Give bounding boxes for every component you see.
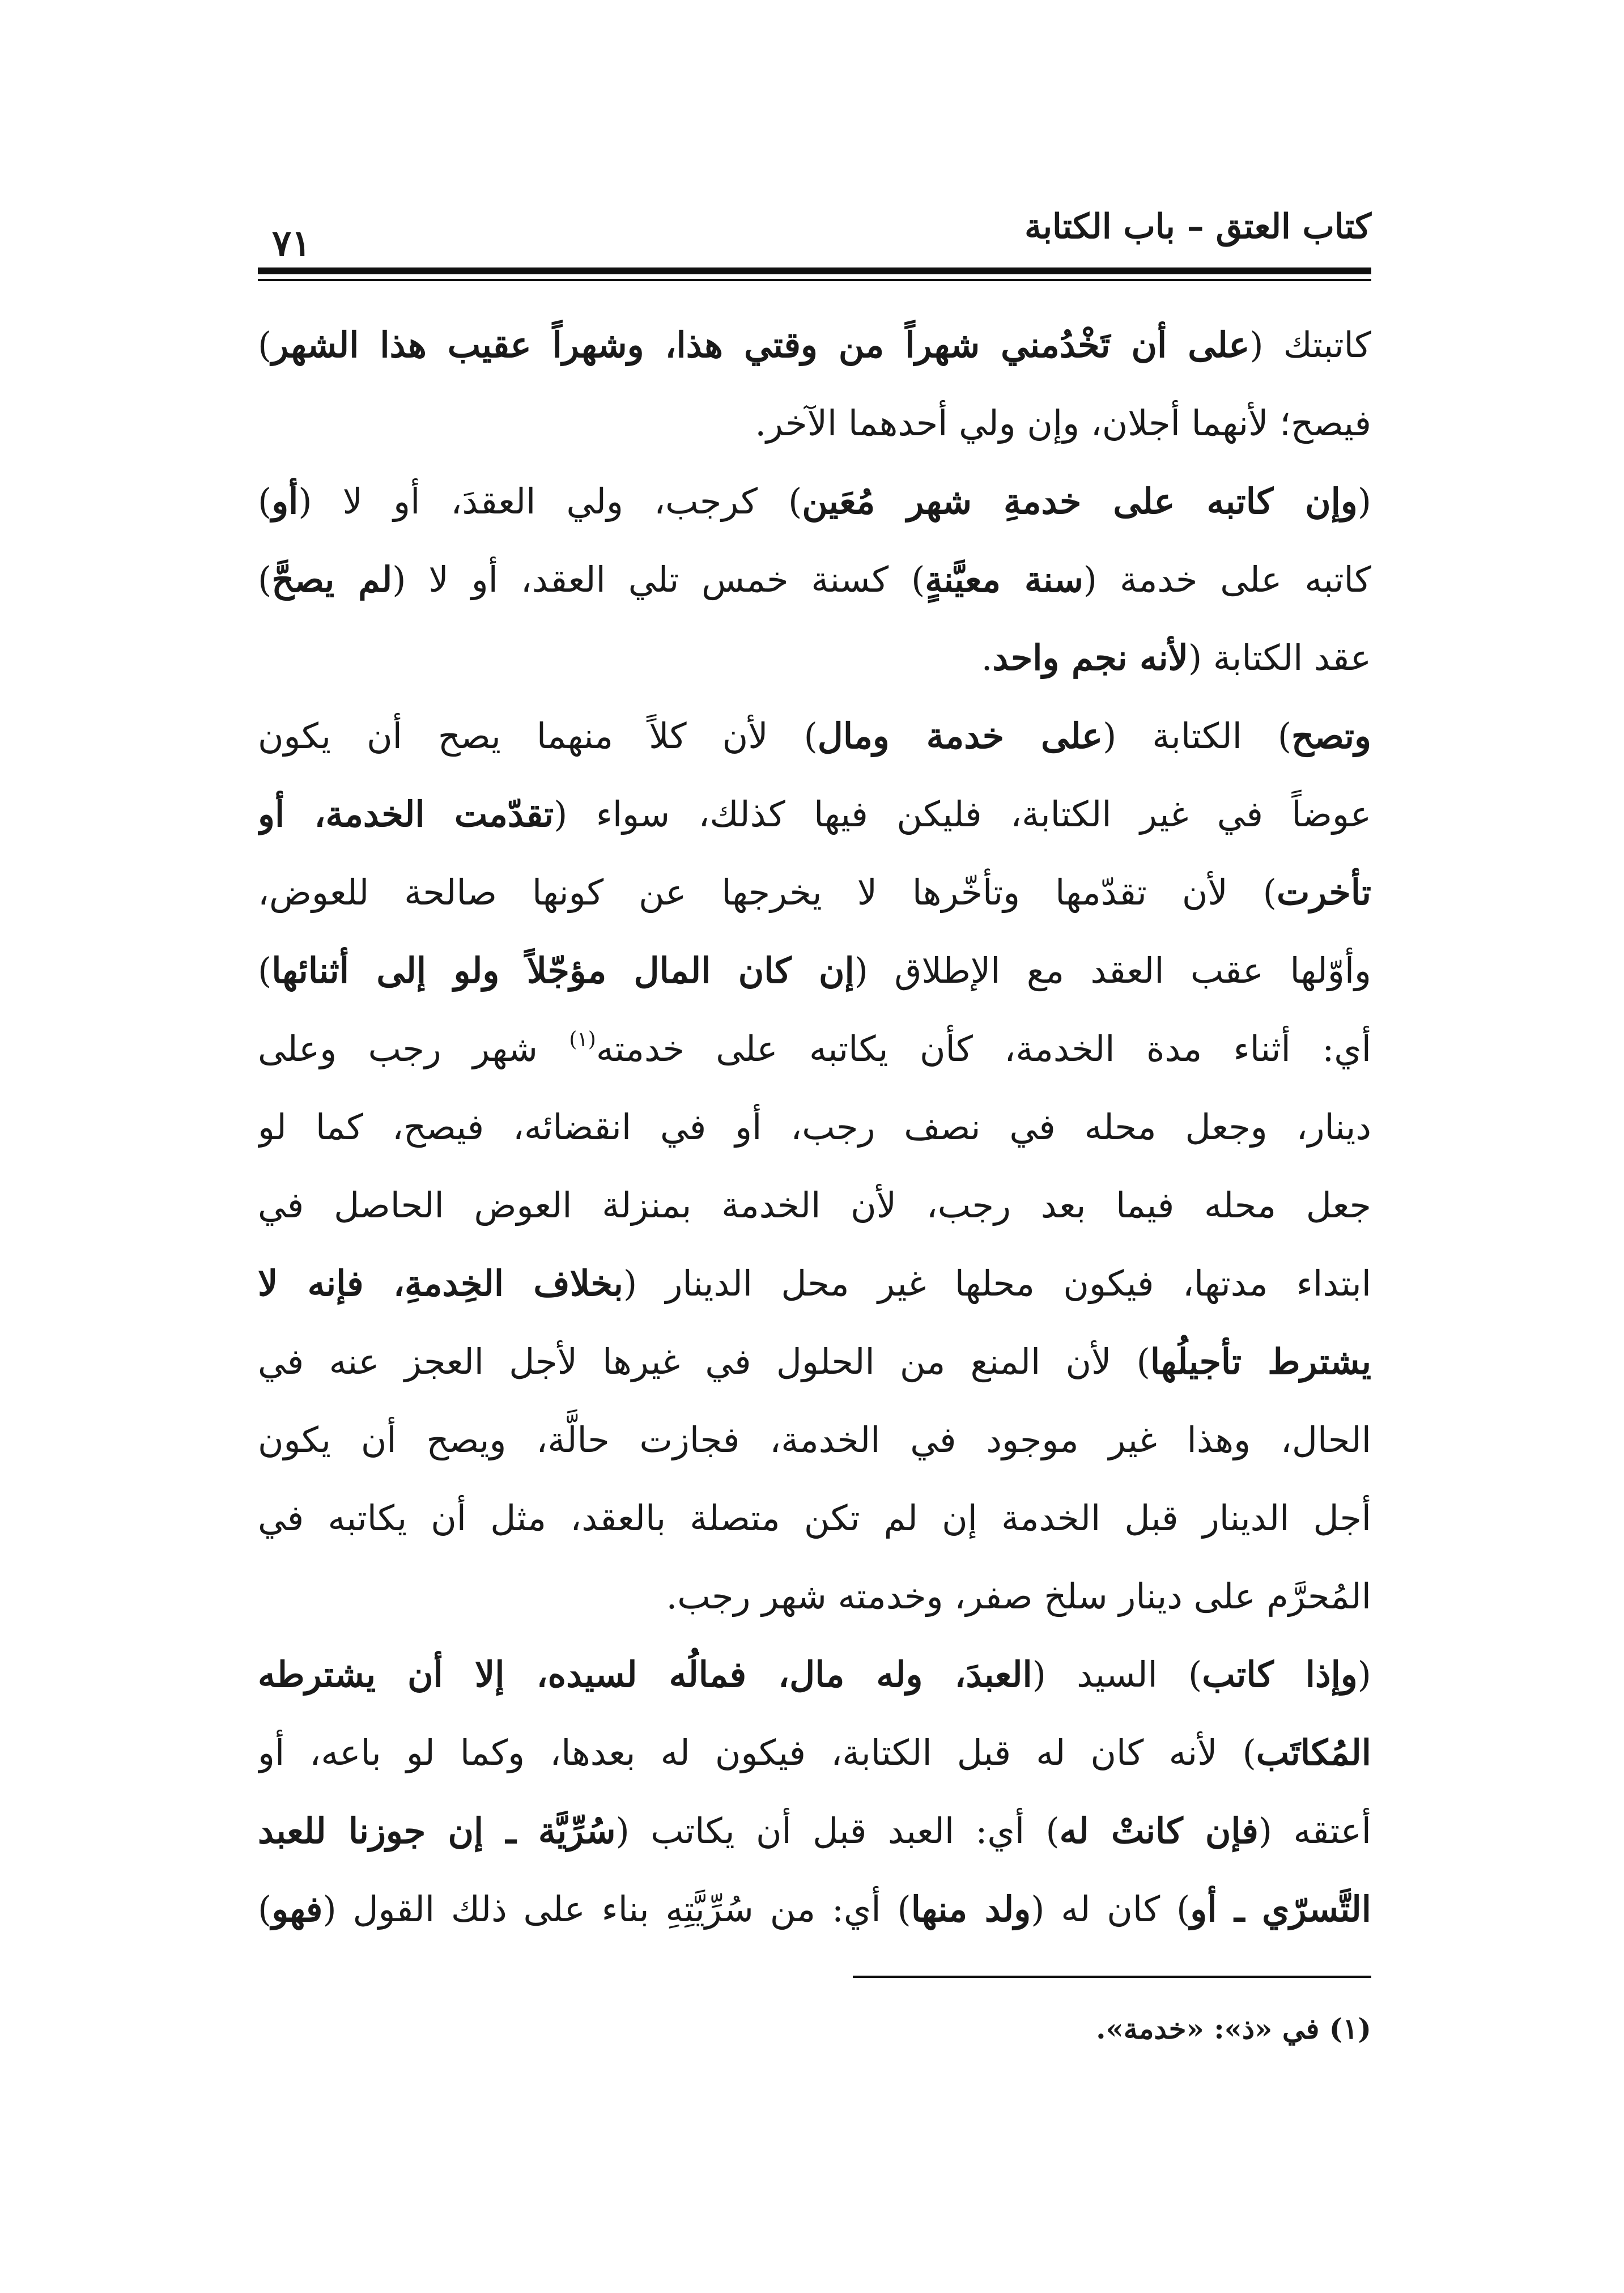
text-segment: ) كسنة خمس تلي العقد، أو لا ( — [392, 559, 925, 600]
text-line — [258, 1166, 1371, 1245]
text-segment: ) — [258, 1888, 272, 1930]
bold-text-segment: على خدمة ومال — [817, 715, 1103, 757]
page-header — [258, 204, 1371, 289]
text-line — [258, 1323, 1371, 1401]
bold-text-segment: فهو — [271, 1888, 323, 1930]
text-segment: ( — [1357, 481, 1371, 522]
footnote-marker: (١) — [569, 1028, 596, 1051]
bold-text-segment: العبدَ، وله مال، فمالُه لسيده، إلا أن يشترطه — [258, 1654, 1032, 1695]
bold-text-segment: التَّسرّي ـ أو — [1190, 1888, 1371, 1930]
footnote-separator — [853, 1976, 1371, 1978]
text-segment: ابتداء مدتها، فيكون محلها غير محل الدينار ( — [623, 1263, 1371, 1304]
bold-text-segment: لم يصحَّ — [271, 559, 393, 600]
text-line — [258, 1088, 1371, 1166]
text-segment: كاتبتك ( — [1249, 324, 1371, 366]
text-line — [258, 541, 1371, 619]
text-segment: ) كان له ( — [1031, 1888, 1191, 1930]
bold-text-segment: لأنه نجم واحد — [992, 637, 1189, 678]
text-line — [258, 1714, 1371, 1792]
header-rule-thick — [258, 267, 1371, 274]
text-segment: عقد الكتابة ( — [1188, 637, 1371, 678]
text-line — [258, 775, 1371, 853]
text-segment: ) لأن المنع من الحلول في غيرها لأجل العجز عنه في — [258, 1341, 1150, 1382]
bold-text-segment: ولد منها — [911, 1888, 1031, 1930]
text-segment: ) — [258, 950, 272, 991]
text-segment: دينار، وجعل محله في نصف رجب، أو في انقضائه، فيصح، كما لو — [258, 1106, 1371, 1148]
bold-text-segment: سُرِّيَّة ـ إن جوزنا للعبد — [258, 1810, 616, 1852]
text-line — [258, 853, 1371, 932]
text-line — [258, 1479, 1371, 1557]
bold-text-segment: بخلاف الخِدمةِ، فإنه لا — [258, 1263, 623, 1304]
body-text — [258, 306, 1371, 1948]
bold-text-segment: وإن كاتبه على خدمةِ شهر مُعَين — [802, 481, 1358, 522]
bold-text-segment: تأخرت — [1276, 872, 1371, 913]
text-segment: أي: أثناء مدة الخدمة، كأن يكاتبه على خدمته — [596, 1028, 1371, 1069]
text-segment: ) الكتابة ( — [1103, 715, 1292, 757]
text-segment: فيصح؛ لأنهما أجلان، وإن ولي أحدهما الآخر. — [755, 402, 1371, 444]
bold-text-segment: فإن كانتْ له — [1059, 1810, 1259, 1852]
header-rule-thin — [258, 279, 1371, 281]
text-segment: أجل الدينار قبل الخدمة إن لم تكن متصلة بالعقد، مثل أن يكاتبه في — [258, 1497, 1371, 1539]
text-segment: ) أي: من سُرِّيَّتِهِ بناء على ذلك القول ( — [322, 1888, 911, 1930]
text-line — [258, 1401, 1371, 1479]
text-segment: المُحرَّم على دينار سلخ صفر، وخدمته شهر رجب. — [666, 1576, 1371, 1617]
text-line — [258, 619, 1371, 697]
text-segment: ) لأن كلاً منهما يصح أن يكون — [258, 715, 818, 757]
bold-text-segment: أو — [271, 481, 299, 522]
text-line — [258, 1792, 1371, 1870]
text-segment: ) — [258, 559, 272, 600]
bold-text-segment: إن كان المال مؤجّلاً ولو إلى أثنائها — [271, 950, 854, 991]
text-segment: ) كرجب، ولي العقدَ، أو لا ( — [298, 481, 802, 522]
text-segment: أعتقه ( — [1258, 1810, 1371, 1852]
text-line — [258, 1010, 1371, 1088]
bold-text-segment: وتصح — [1291, 715, 1371, 757]
text-segment: ) لأنه كان له قبل الكتابة، فيكون له بعدها، وكما لو باعه، أو — [258, 1732, 1256, 1773]
text-line — [258, 1245, 1371, 1323]
text-line — [258, 1636, 1371, 1714]
page-number: ٧١ — [272, 222, 311, 265]
bold-text-segment: وإذا كاتب — [1202, 1654, 1358, 1695]
bold-text-segment: على أن تَخْدُمني شهراً من وقتي هذا، وشهراً عقيب هذا الشهر — [271, 324, 1250, 366]
running-title: كتاب العتق – باب الكتابة — [1024, 207, 1371, 247]
text-segment: ( — [1357, 1654, 1371, 1695]
text-segment: . — [981, 637, 993, 678]
bold-text-segment: سنة معيَّنةٍ — [925, 559, 1083, 600]
text-segment: شهر رجب وعلى — [258, 1028, 569, 1069]
text-line — [258, 932, 1371, 1010]
text-segment: ) أي: العبد قبل أن يكاتب ( — [615, 1810, 1060, 1852]
bold-text-segment: يشترط تأجيلُها — [1150, 1341, 1371, 1382]
text-segment: ) — [258, 481, 272, 522]
footnote: (١) في «ذ»: «خدمة». — [1096, 2012, 1371, 2045]
text-line — [258, 384, 1371, 462]
text-segment: وأوّلها عقب العقد مع الإطلاق ( — [854, 950, 1371, 991]
text-line — [258, 462, 1371, 541]
text-line — [258, 697, 1371, 775]
text-segment: كاتبه على خدمة ( — [1083, 559, 1371, 600]
text-segment: ) لأن تقدّمها وتأخّرها لا يخرجها عن كونها صالحة للعوض، — [258, 872, 1277, 913]
text-segment: ) — [258, 324, 272, 366]
text-line — [258, 306, 1371, 384]
text-segment: عوضاً في غير الكتابة، فليكن فيها كذلك، سواء ( — [554, 793, 1371, 835]
text-segment: جعل محله فيما بعد رجب، لأن الخدمة بمنزلة العوض الحاصل في — [258, 1184, 1371, 1226]
bold-text-segment: المُكاتَب — [1256, 1732, 1371, 1773]
text-line — [258, 1870, 1371, 1948]
bold-text-segment: تقدّمت الخدمة، أو — [258, 793, 554, 835]
text-segment: ) السيد ( — [1032, 1654, 1202, 1695]
text-line — [258, 1557, 1371, 1636]
text-segment: الحال، وهذا غير موجود في الخدمة، فجازت حالَّة، ويصح أن يكون — [258, 1419, 1371, 1460]
